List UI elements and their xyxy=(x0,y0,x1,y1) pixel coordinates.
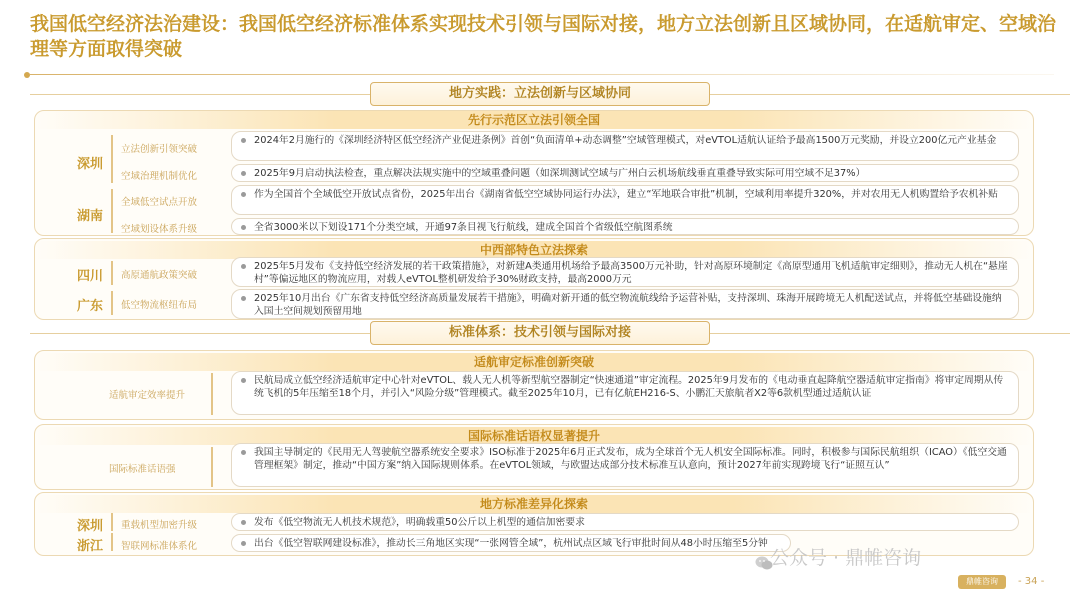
title-divider xyxy=(24,74,1054,76)
item-label: 立法创新引领突破 xyxy=(121,144,198,155)
section-header-local-practice: 地方实践：立法创新与区域协同 xyxy=(370,82,710,106)
list-item: 2025年5月发布《支持低空经济发展的若干政策措施》，对新建A类通用机场给予最高3500万元补助，针对高原环境制定《高原型通用飞机适航审定细则》，推动无人机在“悬崖村”等偏远地区的物流应用，对载人eVTOL整机研发给予30%财政支持，最高2000万元 xyxy=(231,257,1019,287)
item-label: 全域低空试点开放 xyxy=(121,197,198,208)
region-divider xyxy=(111,513,113,531)
item-label: 重载机型加密升级 xyxy=(121,520,198,531)
list-item: 民航局成立低空经济适航审定中心针对eVTOL、载人无人机等新型航空器制定“快速通道”审定流程。2025年9月发布的《电动垂直起降航空器适航审定指南》将审定周期从传统飞机的5年压缩至18个月，并引入“风险分级”管理模式。截至2025年10月，已有亿航EH216-S、小鹏汇天旅航者X2等6款机型通过适航认证 xyxy=(231,371,1019,415)
item-label: 适航审定效率提升 xyxy=(109,390,186,401)
region-label: 深圳 xyxy=(77,519,104,534)
item-label: 智联网标准体系化 xyxy=(121,541,198,552)
panel-international-standards xyxy=(34,424,1034,490)
section-header-standards: 标准体系：技术引领与国际对接 xyxy=(370,321,710,345)
panel-airworthiness xyxy=(34,350,1034,420)
list-item: 作为全国首个全域低空开放试点省份，2025年出台《湖南省低空空域协同运行办法》，建立“军地联合审批”机制，空域利用率提升320%，并对农用无人机购置给予农机补贴 xyxy=(231,185,1019,215)
region-divider xyxy=(211,373,213,415)
watermark: 公众号 · 鼎帷咨询 xyxy=(770,547,922,569)
panel-subheader: 中西部特色立法探索 xyxy=(35,241,1033,259)
list-item: 我国主导制定的《民用无人驾驶航空器系统安全要求》ISO标准于2025年6月正式发布，成为全球首个无人机安全国际标准。同时，积极参与国际民航组织（ICAO）《低空交通管理框架》制定，推动“中国方案”纳入国际规则体系。在eVTOL领域，与欧盟达成部分技术标准互认意向，预计2027年前实现跨境飞行“证照互认” xyxy=(231,443,1019,487)
region-label: 深圳 xyxy=(77,157,104,172)
list-item: 2025年10月出台《广东省支持低空经济高质量发展若干措施》，明确对新开通的低空物流航线给予运营补贴，支持深圳、珠海开展跨境无人机配送试点，并将低空基础设施纳入国土空间规划预留用地 xyxy=(231,289,1019,319)
region-divider xyxy=(111,261,113,285)
region-divider xyxy=(211,447,213,487)
region-label: 广东 xyxy=(77,299,104,314)
page-title: 我国低空经济法治建设：我国低空经济标准体系实现技术引领与国际对接，地方立法创新且区域协同，在适航审定、空域治理等方面取得突破 xyxy=(30,13,1057,60)
panel-subheader: 适航审定标准创新突破 xyxy=(35,353,1033,371)
item-label: 高原通航政策突破 xyxy=(121,270,198,281)
list-item: 全省3000米以下划设171个分类空域，开通97条目视飞行航线，建成全国首个省级低空航图系统 xyxy=(231,218,1019,235)
region-divider xyxy=(111,533,113,551)
region-label: 四川 xyxy=(77,269,104,284)
region-divider xyxy=(111,291,113,315)
panel-subheader: 先行示范区立法引领全国 xyxy=(35,111,1033,129)
item-label: 低空物流枢纽布局 xyxy=(121,300,198,311)
item-label: 空域划设体系升级 xyxy=(121,224,198,235)
region-label: 浙江 xyxy=(77,539,104,554)
list-item: 发布《低空物流无人机技术规范》，明确载重50公斤以上机型的通信加密要求 xyxy=(231,513,1019,531)
list-item: 出台《低空智联网建设标准》，推动长三角地区实现“一张网管全域”，杭州试点区域飞行审批时间从48小时压缩至5分钟 xyxy=(231,534,791,552)
panel-central-west xyxy=(34,238,1034,320)
panel-subheader: 国际标准话语权显著提升 xyxy=(35,427,1033,445)
region-divider xyxy=(111,189,113,233)
region-label: 湖南 xyxy=(77,209,104,224)
list-item: 2024年2月施行的《深圳经济特区低空经济产业促进条例》首创“负面清单+动态调整”空域管理模式，对eVTOL适航认证给予最高1500万元奖励，并设立200亿元产业基金 xyxy=(231,131,1019,161)
list-item: 2025年9月启动执法检查，重点解决法规实施中的空域重叠问题（如深圳测试空域与广州白云机场航线垂直重叠导致实际可用空域不足37%） xyxy=(231,164,1019,182)
panel-subheader: 地方标准差异化探索 xyxy=(35,495,1033,513)
page-number: - 34 - xyxy=(1018,576,1045,587)
panel-pilot-zones xyxy=(34,110,1034,236)
item-label: 空域治理机制优化 xyxy=(121,171,198,182)
brand-logo: 鼎帷咨询 xyxy=(958,575,1006,589)
item-label: 国际标准话语强 xyxy=(109,464,176,475)
region-divider xyxy=(111,135,113,183)
